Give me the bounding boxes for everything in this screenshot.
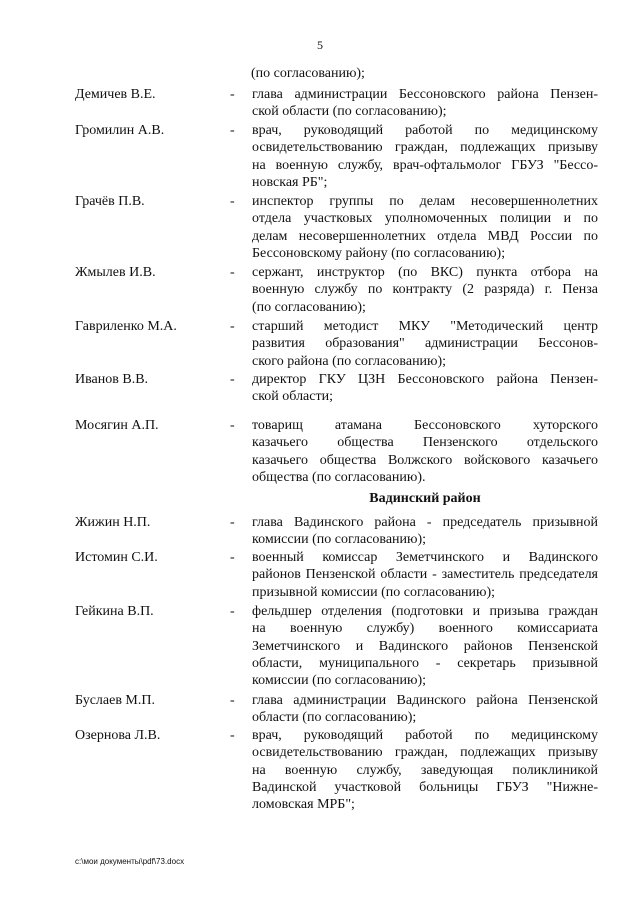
dash-separator: - bbox=[230, 418, 235, 433]
member-name: Гавриленко М.А. bbox=[75, 319, 177, 334]
position-line: ской области (по согласованию); bbox=[252, 104, 447, 120]
member-position bbox=[252, 603, 598, 689]
position-line: новская РБ"; bbox=[252, 174, 328, 190]
member-position bbox=[252, 514, 598, 549]
position-line: на военную службу) военного комиссариата bbox=[252, 621, 598, 637]
dash-separator: - bbox=[230, 123, 235, 138]
page-number: 5 bbox=[317, 38, 323, 52]
position-line: общества (по согласованию). bbox=[252, 469, 426, 485]
position-line: казачьего общества Пензенского отдельского bbox=[252, 435, 598, 451]
member-name: Гейкина В.П. bbox=[75, 604, 154, 619]
member-position bbox=[252, 417, 598, 486]
position-line: комиссии (по согласованию); bbox=[252, 673, 427, 689]
dash-separator: - bbox=[230, 728, 235, 743]
member-position bbox=[252, 727, 598, 813]
dash-separator: - bbox=[230, 604, 235, 619]
position-line: военный комиссар Земетчинского и Вадинского bbox=[252, 550, 598, 565]
position-line: Вадинской участковой больницы ГБУЗ "Нижне- bbox=[252, 779, 598, 795]
member-name: Озернова Л.В. bbox=[75, 728, 161, 743]
dash-separator: - bbox=[230, 265, 235, 280]
member-position bbox=[252, 692, 598, 727]
dash-separator: - bbox=[230, 550, 235, 565]
position-line: ломовская МРБ"; bbox=[252, 797, 355, 813]
position-line: районов Пензенской области - заместитель председателя bbox=[252, 567, 598, 583]
member-name: Демичев В.Е. bbox=[75, 87, 156, 102]
position-line: делам несовершеннолетних отдела МВД России по bbox=[252, 228, 598, 244]
position-line: области (по согласованию); bbox=[252, 710, 417, 726]
dash-separator: - bbox=[230, 194, 235, 209]
member-name: Иванов В.В. bbox=[75, 372, 149, 387]
position-line: директор ГКУ ЦЗН Бессоновского района Пензен- bbox=[252, 372, 598, 387]
dash-separator: - bbox=[230, 693, 235, 708]
position-line: ской области; bbox=[252, 389, 333, 405]
position-line: сержант, инструктор (по ВКС) пункта отбора на bbox=[252, 265, 598, 280]
dash-separator: - bbox=[230, 319, 235, 334]
member-name: Громилин А.В. bbox=[75, 123, 165, 138]
member-name: Грачёв П.В. bbox=[75, 194, 145, 209]
member-position bbox=[252, 264, 598, 316]
dash-separator: - bbox=[230, 372, 235, 387]
position-line: военную службу по контракту (2 разряда) г. Пенза bbox=[252, 282, 598, 298]
member-position bbox=[252, 318, 598, 370]
member-position bbox=[252, 86, 598, 121]
position-line: Бессоновскому району (по согласованию); bbox=[252, 245, 506, 261]
position-line: на военную службу, врач-офтальмолог ГБУЗ "Бессо- bbox=[252, 157, 598, 173]
section-heading: Вадинский район bbox=[369, 491, 481, 506]
position-line: на военную службу, заведующая поликлиникой bbox=[252, 762, 598, 778]
position-line: Земетчинского и Вадинского районов Пензенской bbox=[252, 638, 598, 654]
member-position bbox=[252, 549, 598, 601]
position-line: призывной комиссии (по согласованию); bbox=[252, 584, 496, 600]
member-position bbox=[252, 193, 598, 262]
position-line: ского района (по согласованию); bbox=[252, 353, 447, 369]
member-name: Буслаев М.П. bbox=[75, 693, 155, 708]
position-line: развития образования" администрации Бессонов- bbox=[252, 336, 598, 352]
member-position bbox=[252, 371, 598, 406]
position-line: (по согласованию); bbox=[252, 299, 366, 315]
position-line: глава Вадинского района - председатель призывной bbox=[252, 515, 598, 530]
continuation-text: (по согласованию); bbox=[251, 66, 365, 81]
position-line: глава администрации Бессоновского района Пензен- bbox=[252, 87, 598, 102]
position-line: инспектор группы по делам несовершеннолетних bbox=[252, 194, 598, 209]
position-line: врач, руководящий работой по медицинскому bbox=[252, 728, 598, 743]
member-name: Жижин Н.П. bbox=[75, 515, 151, 530]
position-line: глава администрации Вадинского района Пензенской bbox=[252, 693, 598, 708]
position-line: фельдшер отделения (подготовки и призыва граждан bbox=[252, 604, 598, 619]
position-line: старший методист МКУ "Методический центр bbox=[252, 319, 598, 334]
position-line: отдела участковых уполномоченных полиции и по bbox=[252, 211, 598, 227]
dash-separator: - bbox=[230, 87, 235, 102]
member-position bbox=[252, 122, 598, 191]
footer-file-path: c:\мои документы\pdf\73.docx bbox=[75, 857, 185, 866]
member-name: Мосягин А.П. bbox=[75, 418, 159, 433]
member-name: Истомин С.И. bbox=[75, 550, 158, 565]
position-line: врач, руководящий работой по медицинскому bbox=[252, 123, 598, 138]
position-line: освидетельствованию граждан, подлежащих призыву bbox=[252, 140, 598, 156]
position-line: освидетельствованию граждан, подлежащих призыву bbox=[252, 745, 598, 761]
position-line: товарищ атамана Бессоновского хуторского bbox=[252, 418, 598, 433]
position-line: области, муниципального - секретарь призывной bbox=[252, 655, 598, 671]
member-name: Жмылев И.В. bbox=[75, 265, 156, 280]
position-line: комиссии (по согласованию); bbox=[252, 532, 427, 548]
dash-separator: - bbox=[230, 515, 235, 530]
position-line: казачьего общества Волжского войскового казачьего bbox=[252, 452, 598, 468]
